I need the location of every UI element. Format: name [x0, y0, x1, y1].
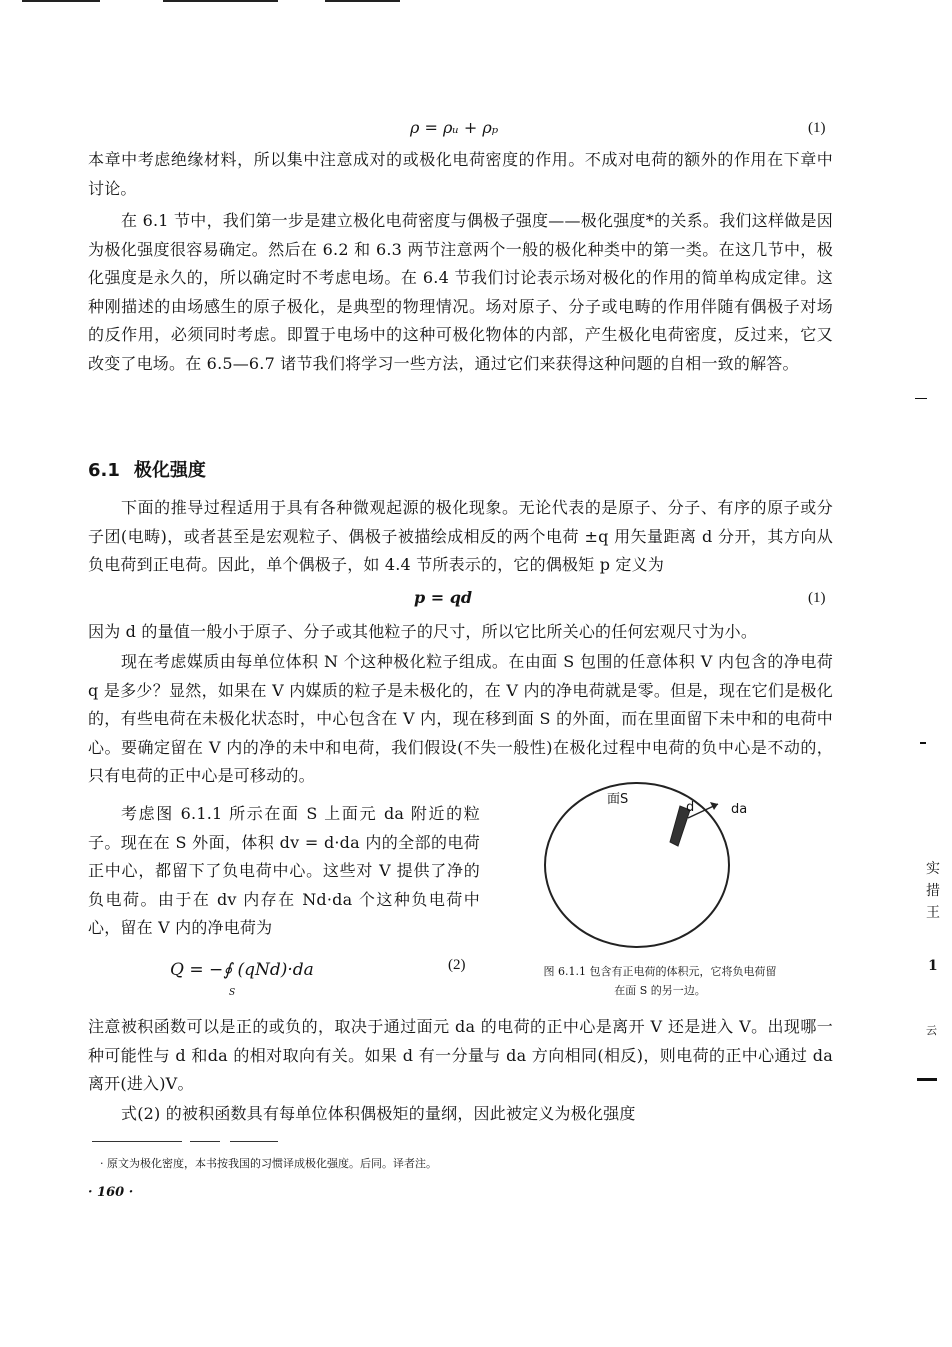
equation-number-2: (2) — [448, 957, 466, 973]
figure-label-surface: 面S — [607, 792, 629, 807]
margin-char-3: 王 — [926, 905, 940, 921]
paragraph-intro: 本章中考虑绝缘材料，所以集中注意成对的或极化电荷密度的作用。不成对电荷的额外的作用在下章中讨论。 — [88, 150, 833, 198]
margin-tick-3 — [917, 1078, 937, 1081]
paragraph-derivation: 下面的推导过程适用于具有各种微观起源的极化现象。无论代表的是原子、分子、有序的原子或分子团(电畴)，或者甚至是宏观粒子、偶极子被描绘成相反的两个电荷 ±q 用矢量距离 d 分开，其方向从负电荷到正电荷。因此，单个偶极子，如 4.4 节所表示的，它的偶极矩 p 定义为 — [88, 498, 833, 574]
footnote-rule-3 — [230, 1141, 278, 1142]
figure-caption — [500, 962, 820, 1000]
equation-surface-subscript: S — [229, 988, 236, 998]
margin-char-5: 云 — [926, 1024, 937, 1037]
equation-number-1a: (1) — [808, 120, 826, 136]
equation-net-charge: Q = −∮ (qNd)·da — [170, 960, 314, 980]
margin-char-1: 实 — [926, 861, 940, 877]
footnote-rule-2 — [190, 1141, 220, 1142]
equation-number-1b: (1) — [808, 590, 826, 606]
top-rule-left — [22, 0, 100, 2]
paragraph-dipole-size: 因为 d 的量值一般小于原子、分子或其他粒子的尺寸，所以它比所关心的任何宏观尺寸为小。 — [88, 622, 758, 641]
surface-ellipse — [545, 783, 729, 947]
top-rule-middle — [163, 0, 278, 2]
section-number: 6.1 — [88, 460, 120, 481]
da-arrow-head — [710, 802, 718, 810]
margin-tick-1 — [915, 398, 927, 399]
equation-dipole-moment: p = qd — [414, 588, 473, 607]
margin-tick-2 — [920, 742, 926, 744]
margin-char-4: 1 — [928, 958, 938, 974]
paragraph-figure-text: 考虑图 6.1.1 所示在面 S 上面元 da 附近的粒子。现在在 S 外面，体积 dv = d·da 内的全部的电荷正中心，都留下了负电荷中心。这些对 V 提供了净的负电荷。由于在 dv 内存在 Nd·da 个这种负电荷中心，留在 V 内的净电荷为 — [88, 804, 480, 937]
section-heading — [88, 456, 206, 482]
section-title: 极化强度 — [133, 460, 206, 481]
figure-label-da: da — [731, 802, 748, 817]
footnote-rule-1 — [92, 1141, 182, 1142]
page-number: · 160 · — [88, 1185, 134, 1200]
figure-caption-line2: 在面 S 的另一边。 — [614, 984, 706, 997]
paragraph-polarization-def: 式(2) 的被积函数具有每单位体积偶极矩的量纲，因此被定义为极化强度 — [121, 1104, 636, 1123]
paragraph-overview: 在 6.1 节中，我们第一步是建立极化电荷密度与偶极子强度——极化强度*的关系。我们这样做是因为极化强度很容易确定。然后在 6.2 和 6.3 两节注意两个一般的极化种类中的第一类。在这几节中，极化强度是永久的，所以确定时不考虑电场。在 6.4 节我们讨论表示场对极化的作用的简单构成定律。这种刚描述的由场感生的原子极化，是典型的物理情况。场对原子、分子或电畴的作用伴随有偶极子对场的反作用，必须同时考虑。即置于电场中的这种可极化物体的内部，产生极化电荷密度，反过来，它又改变了电场。在 6.5—6.7 诸节我们将学习一些方法，通过它们来获得这种问题的自相一致的解答。 — [88, 211, 833, 373]
footnote: · 原文为极化密度，本书按我国的习惯译成极化强度。后同。译者注。 — [100, 1157, 437, 1170]
figure-caption-line1: 图 6.1.1 包含有正电荷的体积元，它将负电荷留 — [543, 965, 777, 978]
equation-charge-density: ρ = ρᵤ + ρₚ — [410, 118, 499, 137]
paragraph-medium: 现在考虑媒质由每单位体积 N 个这种极化粒子组成。在由面 S 包围的任意体积 V 内包含的净电荷 q 是多少？显然，如果在 V 内媒质的粒子是未极化的，在 V 内的净电荷就是零。但是，现在它们是极化的，有些电荷在未极化状态时，中心包含在 V 内，现在移到面 S 的外面，而在里面留下未中和的电荷中心。要确定留在 V 内的净的未中和电荷，我们假设(不失一般性)在极化过程中电荷的负中心是不动的，只有电荷的正中心是可移动的。 — [88, 652, 833, 785]
figure-surface-diagram — [530, 780, 810, 960]
top-rule-right — [325, 0, 400, 2]
margin-char-2: 措 — [926, 883, 940, 899]
paragraph-integrand-sign: 注意被积函数可以是正的或负的，取决于通过面元 da 的电荷的正中心是离开 V 还是进入 V。出现哪一种可能性与 d 和da 的相对取向有关。如果 d 有一分量与 da 方向相同(相反)，则电荷的正中心通过 da 离开(进入)V。 — [88, 1017, 833, 1093]
figure-label-d: d — [686, 800, 695, 815]
